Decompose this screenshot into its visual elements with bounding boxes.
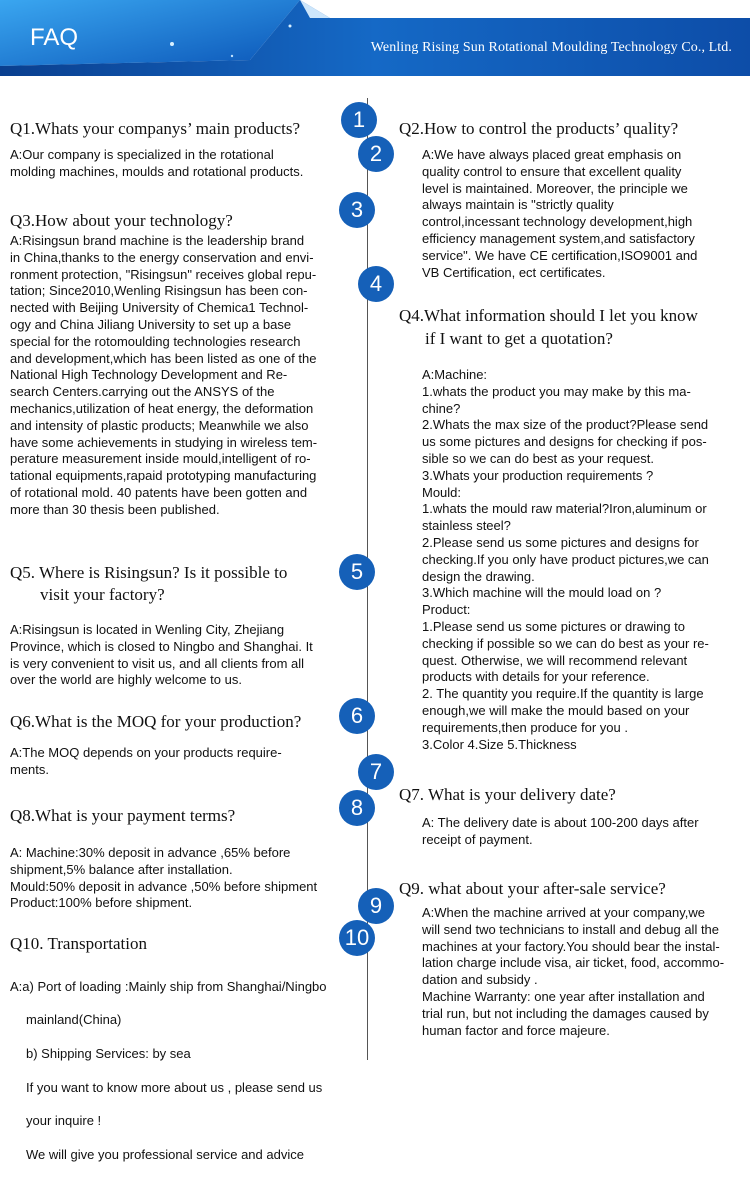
badge-10: 10 xyxy=(337,918,377,958)
q9-answer: A:When the machine arrived at your company,we will send two technicians to install and debug all the machines at your factory.You should bear the instal- lation charge include visa, air ticket, food, accommo- dation and subsidy . Machine Warranty: one year after installation and trial run, but not including the damages caused by human factor and force majeure. xyxy=(422,905,725,1038)
q2-answer: A:We have always placed great emphasis on quality control to ensure that excellent quality level is maintained. Moreover, the principle we always maintain is "strictly quality control,incessant technology development,high efficiency management system,and satisfactory service". We have CE certification,ISO9001 and VB Certification, ect certificates. xyxy=(422,147,698,280)
q6-title: Q6.What is the MOQ for your production? xyxy=(10,712,302,731)
badge-9: 9 xyxy=(356,886,396,926)
q7-answer: A: The delivery date is about 100-200 days after receipt of payment. xyxy=(422,815,699,847)
q10-answer-line5: your inquire ! xyxy=(26,1113,102,1129)
q8-title: Q8.What is your payment terms? xyxy=(10,806,236,825)
q3-answer: A:Risingsun brand machine is the leadership brand in China,thanks to the energy conservation and envi- ronment protection, "Risingsun" receives global repu- tation; Since2010,Wenling Risingsun has been con- nected with Beijing University of Chemica1 Technol- ogy and China Jiliang University to set up a base special for the rotomoulding technologies research and development,which has been listed as one of the National High Technology Development and Re- search Centers.carrying out the ANSYS of the mechanics,utilization of heat energy, the deformation and intensity of plastic products; Meanwhile we also have some achievements in studying in wireless tem- perature measurement inside mould,intelligent of ro- tational equipments,rapaid prototyping manufacturing of rotational mold. 40 patents have been gotten and more than 30 thesis been published. xyxy=(10,233,318,517)
q1-answer: A:Our company is specialized in the rotational molding machines, moulds and rotational products. xyxy=(10,147,304,179)
q7-title: Q7. What is your delivery date? xyxy=(399,785,616,804)
faq-title: FAQ xyxy=(30,24,79,51)
q5-answer: A:Risingsun is located in Wenling City, Zhejiang Province, which is closed to Ningbo and Shanghai. It is very convenient to visit us, and all clients from all over the world are highly welcome to us. xyxy=(10,622,313,688)
badge-4: 4 xyxy=(356,264,396,304)
q10-answer-line4: If you want to know more about us , please send us xyxy=(26,1079,323,1095)
q4-title-line2: if I want to get a quotation? xyxy=(425,329,613,348)
q3-title: Q3.How about your technology? xyxy=(10,211,233,230)
badge-5: 5 xyxy=(337,552,377,592)
q10-answer xyxy=(10,962,360,1180)
q10-title: Q10. Transportation xyxy=(10,934,147,953)
header-background xyxy=(0,0,750,76)
q2-title: Q2.How to control the products’ quality? xyxy=(399,119,679,138)
q4-title-line1: Q4.What information should I let you know xyxy=(399,306,698,325)
badge-6: 6 xyxy=(337,696,377,736)
badge-1: 1 xyxy=(339,100,379,140)
q8-answer: A: Machine:30% deposit in advance ,65% before shipment,5% balance after installation. Mould:50% deposit in advance ,50% before shipment Product:100% before shipment. xyxy=(10,845,318,911)
badge-3: 3 xyxy=(337,190,377,230)
badge-2: 2 xyxy=(356,134,396,174)
q5-title-line1: Q5. Where is Risingsun? Is it possible to xyxy=(10,563,288,582)
q4-answer: A:Machine: 1.whats the product you may make by this ma- chine? 2.Whats the max size of the product?Please send us some pictures and designs for checking if pos- sible so we can do best as your request. 3.Whats your production requirements ? Mould: 1.whats the mould raw material?Iron,aluminum or stainless steel? 2.Please send us some pictures and designs for checking.If you only have product pictures,we can design the drawing. 3.Which machine will the mould load on ? Product: 1.Please send us some pictures or drawing to checking if possible so we can do best as your re- quest. Otherwise, we will recommend relevant products with details for your reference. 2. The quantity you require.If the quantity is large enough,we will make the mould based on your requirements,then produce for you . 3.Color 4.Size 5.Thickness xyxy=(422,367,709,752)
q10-answer-line3: b) Shipping Services: by sea xyxy=(26,1045,191,1061)
q5-title-line2: visit your factory? xyxy=(40,585,165,604)
badge-7: 7 xyxy=(356,752,396,792)
header-banner xyxy=(0,0,750,76)
badge-8: 8 xyxy=(337,788,377,828)
company-name: Wenling Rising Sun Rotational Moulding Technology Co., Ltd. xyxy=(370,40,732,55)
q6-answer: A:The MOQ depends on your products require- ments. xyxy=(10,745,282,777)
q10-answer-line6: We will give you professional service and advice xyxy=(26,1146,304,1162)
q1-title: Q1.Whats your companys’ main products? xyxy=(10,119,301,138)
q9-title: Q9. what about your after-sale service? xyxy=(399,879,666,898)
q10-answer-line1: A:a) Port of loading :Mainly ship from Shanghai/Ningbo xyxy=(10,978,327,994)
q10-answer-line2: mainland(China) xyxy=(26,1012,122,1028)
